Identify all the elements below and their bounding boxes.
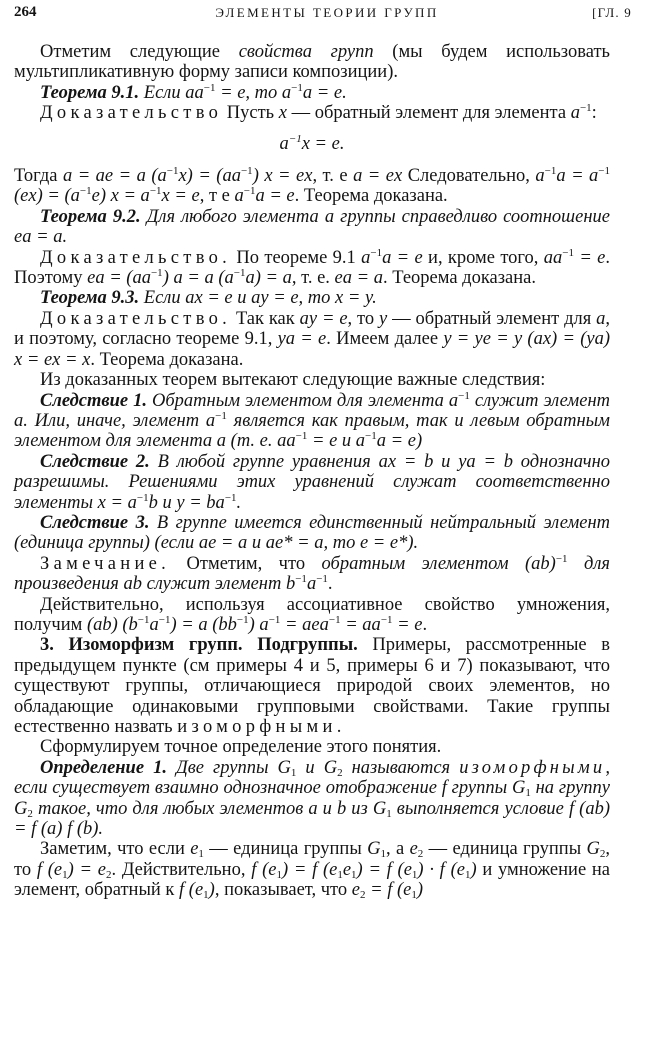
equation-inverse: $a^{-1}x = e$.: [279, 132, 345, 154]
page-header: [14, 4, 640, 26]
formulate-paragraph: Сформулируем точное определение этого понятия.: [40, 737, 442, 758]
proof-9-2: Доказательство. По теореме 9.1 $a^{-1}a = e$ и, кроме того, $aa^{-1} = e$. Поэтому ea = $(aa^{-1}) a = a$ $(a^{-1}a) = a$, т. е. ea = a. Теорема доказана.: [14, 246, 610, 289]
corollary-3: Следствие 3. В группе имеется единственный нейтральный элемент (единица группы) (если ae = a и ae* = a, то e = e*).: [14, 512, 610, 554]
chapter-mark: [ГЛ. 9: [592, 5, 632, 20]
consequences-intro: Из доказанных теорем вытекают следующие важные следствия:: [40, 370, 546, 391]
theorem-9-3: Теорема 9.3. Если ax = e и ay = e, то x = y.: [40, 288, 377, 309]
section-3: 3. Изоморфизм групп. Подгруппы. Примеры, рассмотренные в предыдущем пункте (см примеры 4 и 5, примеры 6 и 7) показывают, что существуют группы, отличающиеся природой своих элементов, но обладающие одинаковыми групповыми свойствами. Такие группы естественно назвать изоморфными.: [14, 635, 610, 737]
proof-9-3: Доказательство. Так как ay = e, то y — обратный элемент для a, и поэтому, согласно теореме 9.1, ya = e. Имеем далее y = ye = y (ax) = (ya) x = ex = x. Теорема доказана.: [14, 308, 611, 370]
proof-9-1: Доказательство Пусть x — обратный элемент для элемента $a^{-1}$:: [40, 102, 597, 124]
theorem-9-2: Теорема 9.2. Для любого элемента a группы справедливо соотношение ea = a.: [14, 206, 611, 248]
corollary-1: Следствие 1. Обратным элементом для элемента $a^{-1}$ служит элемент a. Или, иначе, элемент $a^{-1}$ является как правым, так и левым обратным элементом для элемента a (т. е. $aa^{-1} = e$ и $a^{-1}a = e$): [14, 389, 610, 452]
final-paragraph: Заметим, что если $e_1$ — единица группы $G_1$, а $e_2$ — единица группы $G_2$, то f $(e_1) = e_2$. Действительно, f $(e_1) = f$ $(e_1e_1) = f$ $(e_1) \cdot f$ $(e_1)$ и умножение на элемент, обратный к f $(e_1)$, показывает, что $e_2 = f$ $(e_1)$: [14, 839, 611, 902]
page-body: [14, 42, 610, 901]
theorem-9-1: Теорема 9.1. Если $aa^{-1} = e$, то $a^{-1}a = e$.: [40, 81, 347, 103]
page-number: 264: [14, 4, 37, 20]
remark: Замечание. Отметим, что обратным элементом (ab)$^{-1}$ для произведения ab служит элемент $b^{-1}a^{-1}$.: [14, 552, 611, 595]
associativity-paragraph: Действительно, используя ассоциативное свойство умножения, получим (ab) $(b^{-1}a^{-1}) = a$ $(bb^{-1}) a^{-1} = aea^{-1} = aa^{-1} = e$.: [14, 594, 610, 635]
definition-1: Определение 1. Две группы $G_1$ и $G_2$ называются изоморфными, если существует взаимно однозначное отображение f группы $G_1$ на группу $G_2$ такое, что для любых элементов a и b из $G_1$ выполняется условие f (ab) = f (a) f (b).: [14, 757, 610, 840]
corollary-2: Следствие 2. В любой группе уравнения ax = b и ya = b однозначно разрешимы. Решениями этих уравнений служат соответственно элементы $x = a^{-1}b$ и $y = ba^{-1}$.: [14, 451, 610, 513]
running-title: ЭЛЕМЕНТЫ ТЕОРИИ ГРУПП: [215, 5, 439, 20]
intro-paragraph: Отметим следующие свойства групп (мы будем использовать мультипликативную форму записи композиции).: [14, 42, 610, 83]
proof-9-1-continued: Тогда a = ae = a $(a^{-1}x) = (aa^{-1}) x$ = ex, т. е a = ex Следовательно, $a^{-1}a = a^{-1}$ $(ex) = (a^{-1}e) x = a^{-1}x = e$, т е $a^{-1}a = e$. Теорема доказана.: [14, 165, 611, 207]
